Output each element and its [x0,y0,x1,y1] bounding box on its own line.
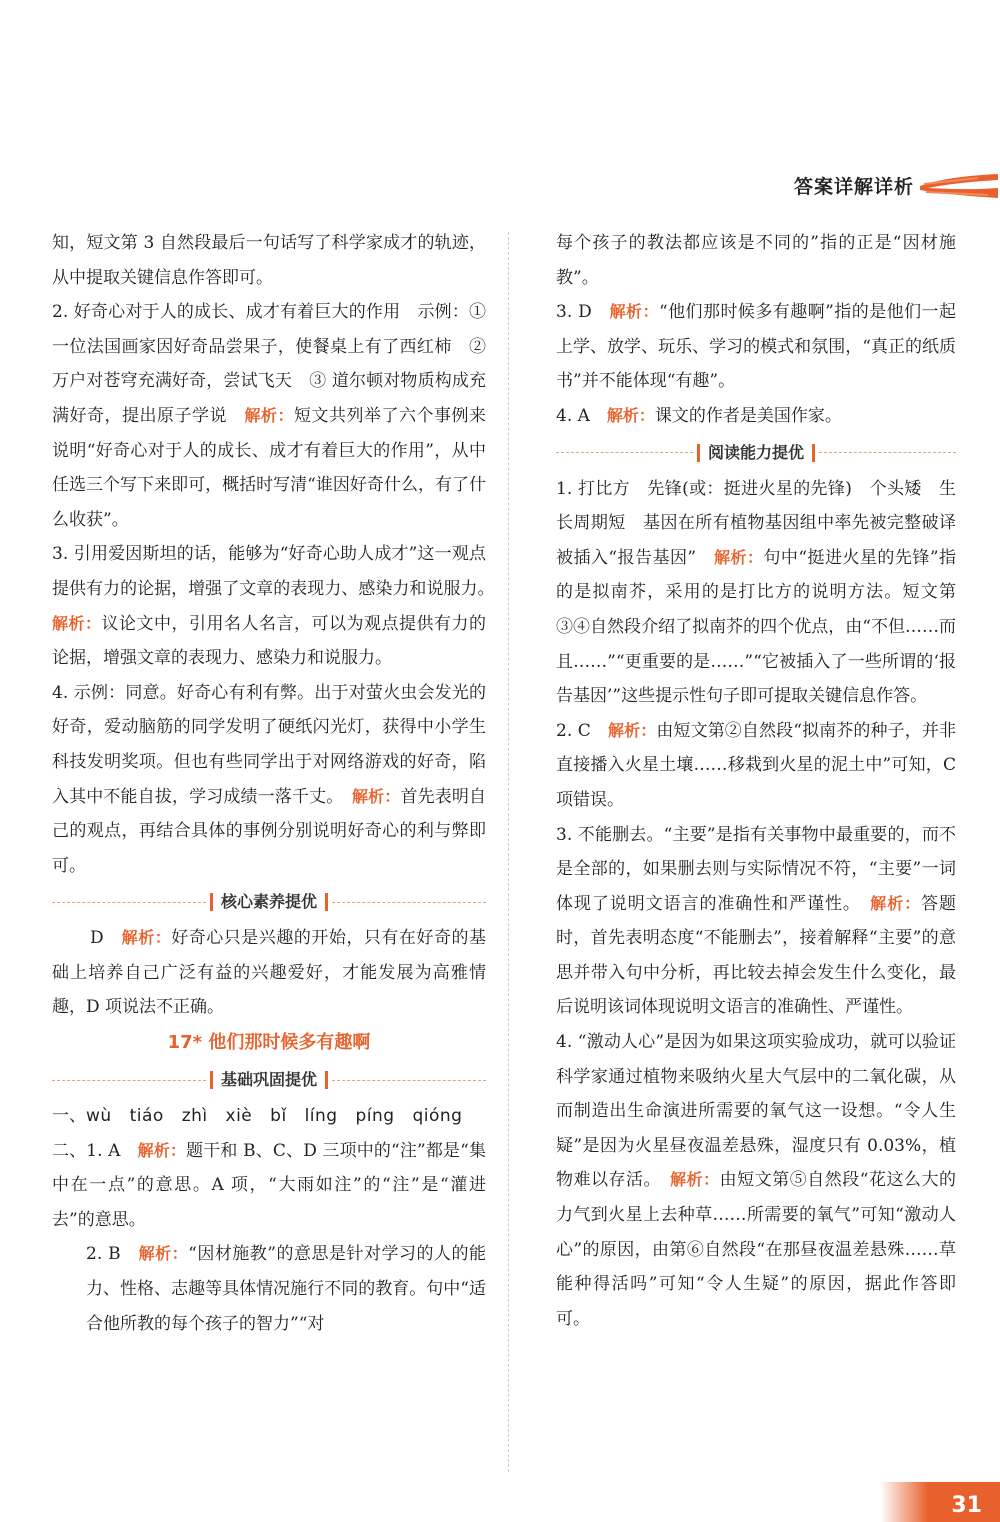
brush-stroke-icon [918,170,1000,202]
section-label: 核心素养提优 [210,893,328,911]
page-number: 31 [951,1493,982,1518]
answer-4: 4. 示例：同意。好奇心有利有弊。出于对萤火虫会发光的好奇，爱动脑筋的同学发明了硬纸闪光灯，获得中小学生科技发明奖项。但也有些同学出于对网络游戏的好奇，陷入其中不能自拔，学习成绩一落千丈。 解析：首先表明自己的观点，再结合具体的事例分别说明好奇心的利与弊即可。 [52,682,486,876]
section-label: 基础巩固提优 [210,1071,328,1089]
left-column [52,226,486,1341]
q3-answer: 3. D 解析：“他们那时候多有趣啊”指的是他们一起上学、放学、玩乐、学习的模式和氛围，“真正的纸质书”并不能体现“有趣”。 [556,302,956,392]
analysis-tag: 解析： [52,613,102,633]
analysis-tag: 解析： [606,405,655,425]
page-number-tab [880,1482,1000,1522]
section-core-literacy [52,885,486,919]
reading-3: 3. 不能删去。“主要”是指有关事物中最重要的，而不是全部的，如果删去则与实际情况不符，“主要”一词体现了说明文语言的准确性和严谨性。 解析：答题时，首先表明态度“不能删去”，接着解释“主要”的意思并带入句中分析，再比较去掉会发生什么变化，最后说明该词体现说明文语言的准确性、严谨性。 [556,824,956,1018]
reading-1: 1. 打比方 先锋(或：挺进火星的先锋) 个头矮 生长周期短 基因在所有植物基因组中率先被完整破译 被插入“报告基因” 解析：句中“挺进火星的先锋”指的是拟南芥，采用的是打比方的说明方法。短文第③④自然段介绍了拟南芥的四个优点，由“不但……而且……”“更重要的是……”“它被插入了一些所谓的‘报告基因’”这些提示性句子即可提取关键信息作答。 [556,478,973,707]
reading-4: 4. “激动人心”是因为如果这项实验成功，就可以验证科学家通过植物来吸纳火星大气层中的二氧化碳，从而制造出生命演进所需要的氧气这一设想。“令人生疑”是因为火星昼夜温差悬殊，湿度只有 0.03%，植物难以存活。 解析：由短文第⑤自然段“花这么大的力气到火星上去种草……所需要的氧气”可知“激动人心”的原因，由第⑥自然段“在那昼夜温差悬殊……草能种得活吗”可知“令人生疑”的原因，据此作答即可。 [556,1032,956,1329]
q2-2-answer: 2. B 解析：“因材施教”的意思是针对学习的人的能力、性格、志趣等具体情况施行不同的教育。句中“适合他所教的每个孩子的智力”“对 [86,1244,486,1334]
section-label: 阅读能力提优 [697,444,815,462]
analysis-tag: 解析： [607,720,657,740]
header-title: 答案详解详析 [793,176,914,198]
left-para-1: 知，短文第 3 自然段最后一句话写了科学家成才的轨迹，从中提取关键信息作答即可。 [52,233,486,288]
analysis-tag: 解析： [714,547,764,567]
reading-2: 2. C 解析：由短文第②自然段“拟南芥的种子，并非直接播入火星土壤……移栽到火星的泥土中”可知，C 项错误。 [556,720,956,810]
analysis-tag: 解析： [609,302,659,322]
analysis-tag: 解析： [137,1140,187,1160]
answer-2: 2. 好奇心对于人的成长、成才有着巨大的作用 示例：① 一位法国画家因好奇品尝果子，使餐桌上有了西红柿 ② 万户对苍穹充满好奇，尝试飞天 ③ 道尔顿对物质构成充满好奇，提出原子学说 解析：短文共列举了六个事例来说明“好奇心对于人的成长、成才有着巨大的作用”，从中任选三个写下来即可，概括时写清“谁因好奇什么，有了什么收获”。 [52,302,486,530]
right-column [556,226,973,1336]
section-basic [52,1063,486,1097]
answer-3: 3. 引用爱因斯坦的话，能够为“好奇心助人成才”这一观点提供有力的论据，增强了文章的表现力、感染力和说服力。 解析：议论文中，引用名人名言，可以为观点提供有力的论据，增强文章的表现力、感染力和说服力。 [52,544,486,669]
lesson-title: 17* 他们那时候多有趣啊 [167,1032,371,1054]
analysis-tag: 解析： [121,928,172,948]
right-para-1: 每个孩子的教法都应该是不同的”指的正是“因材施教”。 [556,233,956,288]
page-header [740,168,1000,208]
analysis-tag: 解析： [352,786,401,806]
analysis-tag: 解析： [138,1244,189,1264]
analysis-tag: 解析： [244,405,294,425]
core-answer: D 解析：好奇心只是兴趣的开始，只有在好奇的基础上培养自己广泛有益的兴趣爱好，才能发展为高雅情趣，D 项说法不正确。 [52,928,486,1018]
analysis-tag: 解析： [670,1170,720,1190]
q4-answer: 4. A 解析：课文的作者是美国作家。 [556,405,842,426]
section-reading [556,436,956,470]
pinyin-answer: 一、wù tiáo zhì xiè bǐ líng píng qióng [52,1106,463,1127]
column-divider [508,232,509,1472]
q2-1-answer: 二、1. A 解析：题干和 B、C、D 三项中的“注”都是“集中在一点”的意思。A 项，“大雨如注”的“注”是“灌进去”的意思。 [52,1140,486,1230]
analysis-tag: 解析： [870,893,922,913]
